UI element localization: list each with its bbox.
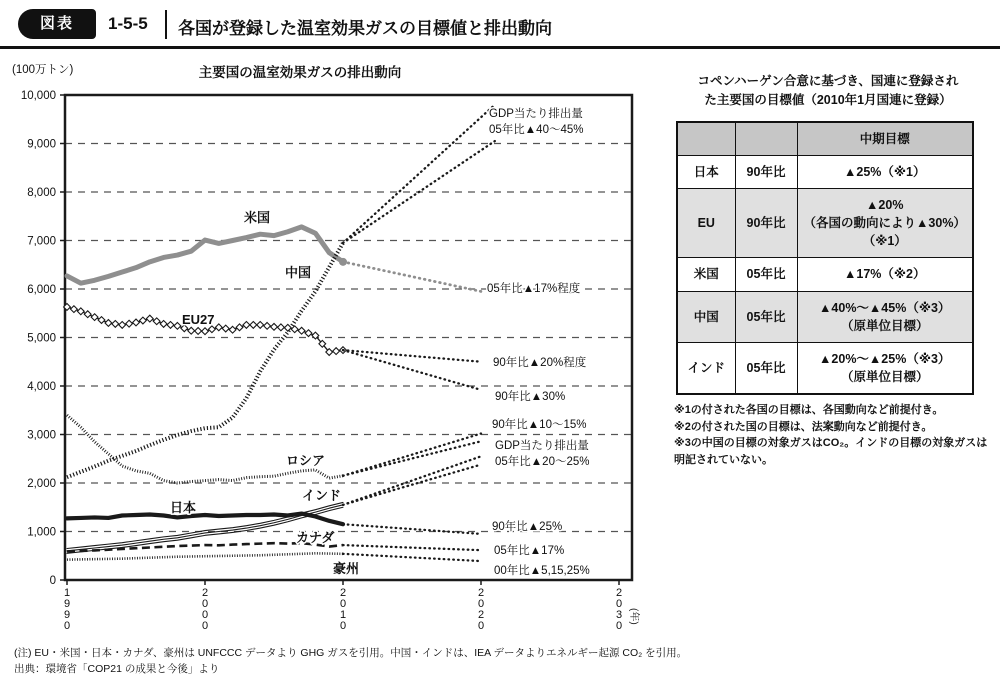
series-canada-label: カナダ (296, 530, 335, 545)
series-eu27-marker (105, 320, 112, 327)
series-eu27-marker (215, 324, 222, 331)
cell-country: インド (677, 342, 735, 394)
series-eu27-marker (271, 323, 278, 330)
series-eu27-marker (77, 308, 84, 315)
series-eu27-marker (112, 321, 119, 328)
y-axis-unit-label: (100万トン) (12, 64, 74, 76)
targets-table-header-row (677, 122, 973, 156)
series-eu27-marker (153, 318, 160, 325)
series-eu27-marker (284, 324, 291, 331)
series-eu27-marker (167, 321, 174, 328)
series-india-projection (343, 465, 481, 505)
table-row (677, 342, 973, 394)
series-eu27-marker (333, 348, 340, 355)
series-russia-label: ロシア (286, 453, 326, 468)
cell-country: 日本 (677, 155, 735, 188)
series-russia-projection (343, 441, 481, 475)
x-tick-label: 2 0 3 0 (615, 587, 623, 632)
series-eu27-marker (243, 321, 250, 328)
series-eu27-projection (343, 350, 481, 390)
cell-baseyear: 05年比 (735, 258, 797, 291)
series-eu27-marker (278, 324, 285, 331)
series-eu27-marker (84, 311, 91, 318)
x-tick-label: 2 0 1 0 (339, 587, 347, 632)
series-eu27-marker (305, 330, 312, 337)
series-eu27-marker (250, 321, 257, 328)
series-eu27-marker (188, 327, 195, 334)
series-russia-line (67, 415, 343, 483)
series-japan-label: 日本 (170, 500, 197, 515)
targets-panel-title (660, 72, 996, 111)
series-eu27-marker (195, 328, 202, 335)
targets-panel (660, 72, 996, 468)
figure-title: 各国が登録した温室効果ガスの目標値と排出動向 (178, 19, 552, 38)
header-cell-target: 中期目標 (797, 122, 973, 156)
cell-country: 中国 (677, 291, 735, 342)
cell-target: ▲25%（※1） (797, 155, 973, 188)
series-australia-label: 豪州 (333, 561, 360, 576)
series-eu27-projection (343, 350, 481, 362)
table-row (677, 258, 973, 291)
y-tick-label: 10,000 (20, 90, 56, 102)
table-row (677, 155, 973, 188)
series-russia-projection (343, 434, 481, 476)
header-cell-baseyear (735, 122, 797, 156)
figure-number: 1-5-5 (108, 14, 148, 33)
target-annotation: 90年比▲10～15% (492, 419, 587, 431)
y-tick-label: 5,000 (27, 332, 56, 345)
footer-note: (注) EU・米国・日本・カナダ、豪州は UNFCCC データより GHG ガスを引用。中国・インドは、IEA データよりエネルギー起源 CO₂ を引用。 (14, 647, 688, 659)
header-cell-country (677, 122, 735, 156)
series-eu27-marker (291, 326, 298, 333)
series-australia-line (67, 553, 343, 559)
series-eu27-marker (222, 325, 229, 332)
figure-badge: 図表 (18, 9, 96, 39)
targets-panel-title-line2: た主要国の目標値（2010年1月国連に登録） (704, 93, 952, 108)
series-japan-line (67, 514, 343, 525)
table-row (677, 291, 973, 342)
y-tick-label: 4,000 (27, 381, 56, 393)
series-eu27-marker (160, 321, 167, 328)
series-eu27-marker (146, 315, 153, 322)
y-tick-label: 7,000 (27, 235, 56, 248)
target-annotation: 05年比▲17%程度 (487, 283, 581, 295)
target-annotation: 05年比▲20～25% (495, 456, 590, 468)
target-annotation: GDP当たり排出量 (495, 440, 589, 452)
target-annotation: 90年比▲20%程度 (493, 357, 587, 369)
emissions-chart (0, 52, 660, 652)
x-tick-label: 2 0 2 0 (477, 587, 485, 632)
cell-baseyear: 90年比 (735, 189, 797, 258)
series-eu27-marker (257, 321, 264, 328)
targets-table (676, 121, 974, 395)
cell-target: ▲40%～▲45%（※3） （原単位目標） (797, 291, 973, 342)
targets-table-body (677, 155, 973, 394)
note-1: ※1の付された各国の目標は、各国動向など前提付き。 (674, 404, 944, 416)
y-tick-label: 8,000 (27, 187, 56, 199)
footer-source: 出典：環境省「COP21 の成果と今後」より (14, 663, 220, 676)
series-eu27-marker (236, 324, 243, 331)
series-eu27-marker (229, 326, 236, 333)
series-usa-projection (343, 262, 481, 292)
series-eu27-marker (202, 328, 209, 335)
chart-title: 主要国の温室効果ガスの排出動向 (198, 65, 402, 80)
note-2: ※2の付された国の目標は、法案動向など前提付き。 (674, 420, 933, 433)
table-row (677, 189, 973, 258)
series-india-label: インド (302, 488, 342, 503)
y-tick-label: 1,000 (27, 526, 56, 539)
series-eu27-marker (98, 317, 105, 324)
header-divider (165, 10, 167, 39)
footer (14, 645, 989, 678)
series-usa-label: 米国 (244, 210, 271, 225)
series-australia-projection (343, 554, 481, 561)
series-china-label: 中国 (285, 265, 312, 280)
series-eu27-marker (91, 314, 98, 321)
y-tick-label: 0 (49, 575, 56, 587)
cell-country: EU (677, 189, 735, 258)
cell-target: ▲20% （各国の動向により▲30%） （※1） (797, 189, 973, 258)
cell-target: ▲17%（※2） (797, 258, 973, 291)
y-tick-label: 9,000 (27, 138, 56, 151)
x-axis-year-suffix: (年) (628, 608, 639, 625)
series-india-projection (343, 456, 481, 505)
x-tick-label: 1 9 9 0 (63, 587, 71, 632)
target-annotation: 00年比▲5,15,25% (494, 565, 590, 577)
series-canada-projection (343, 545, 481, 550)
series-eu27-marker (133, 319, 140, 326)
y-tick-label: 2,000 (27, 478, 56, 490)
target-annotation: GDP当たり排出量 (489, 108, 583, 120)
target-annotation: 90年比▲30% (495, 391, 566, 403)
cell-baseyear: 90年比 (735, 155, 797, 188)
y-tick-label: 3,000 (27, 429, 56, 442)
targets-panel-title-line1: コペンハーゲン合意に基づき、国連に登録され (697, 74, 959, 88)
cell-baseyear: 05年比 (735, 291, 797, 342)
cell-baseyear: 05年比 (735, 342, 797, 394)
series-eu27-marker (126, 320, 133, 327)
target-annotation: 90年比▲25% (492, 521, 563, 533)
y-tick-label: 6,000 (27, 284, 56, 296)
series-eu27-marker (119, 321, 126, 328)
header-rule (0, 46, 1000, 49)
series-china-projection (343, 105, 495, 243)
series-eu27-marker (174, 322, 181, 329)
note-3: ※3の中国の目標の対象ガスはCO₂。インドの目標の対象ガスは明記されていない。 (674, 437, 988, 466)
targets-notes (674, 402, 994, 468)
cell-target: ▲20%～▲25%（※3） （原単位目標） (797, 342, 973, 394)
target-annotation: 05年比▲40～45% (489, 124, 584, 136)
cell-country: 米国 (677, 258, 735, 291)
series-eu27-marker (71, 306, 78, 313)
series-japan-projection (343, 524, 481, 534)
series-eu27-marker (264, 322, 271, 329)
series-eu27-marker (140, 317, 147, 324)
series-eu27-label: EU27 (182, 312, 215, 327)
target-annotation: 05年比▲17% (494, 545, 565, 557)
x-tick-label: 2 0 0 0 (201, 587, 209, 632)
series-eu27-marker (298, 327, 305, 334)
